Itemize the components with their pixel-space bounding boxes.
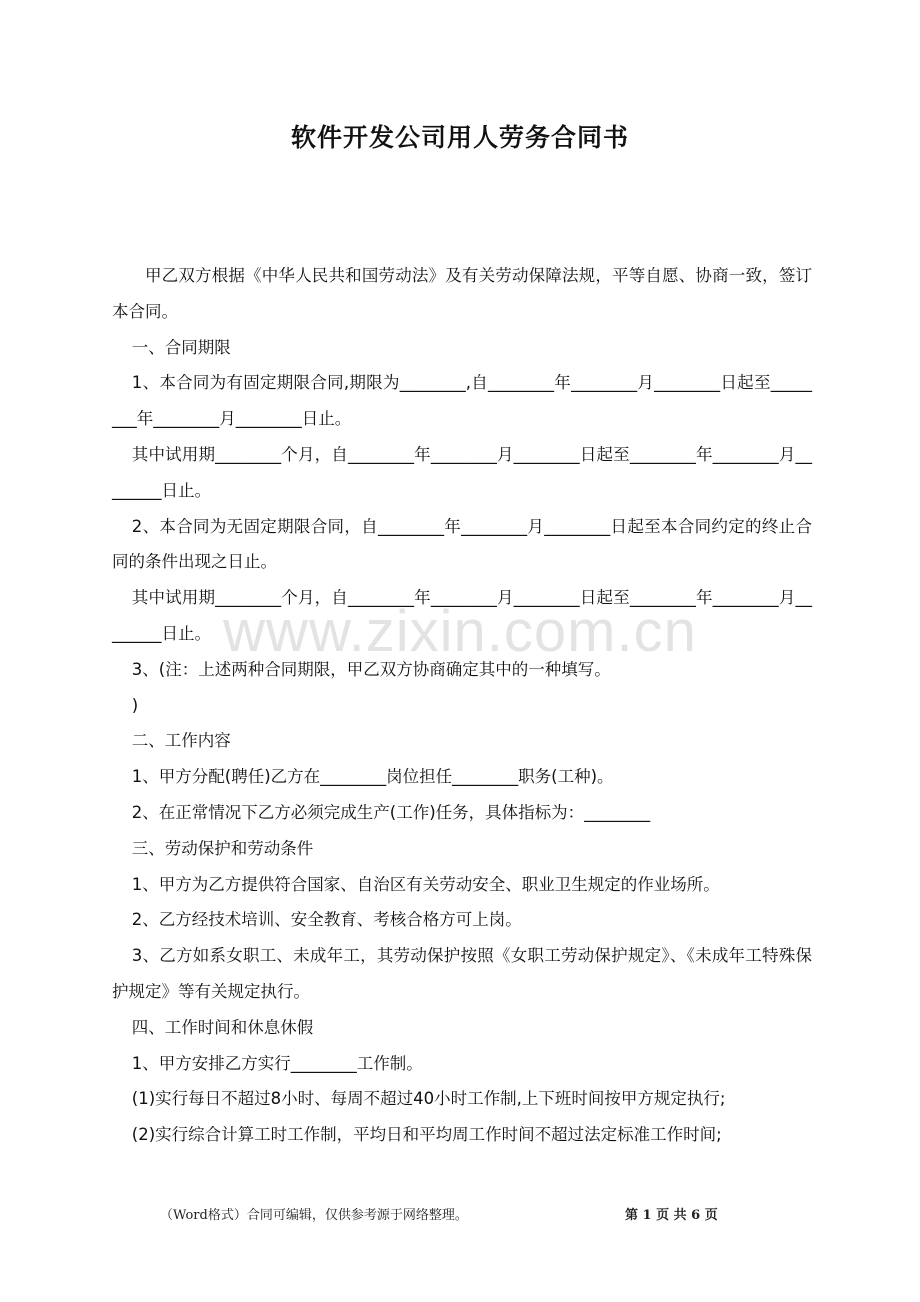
watermark-text: www.zixin.com.cn	[223, 599, 697, 664]
paragraph-probation-fixed: 其中试用期________个月，自________年________月________日起至________年________月________日止。	[112, 444, 813, 500]
paragraph-work-targets: 2、在正常情况下乙方必须完成生产(工作)任务，具体指标为：________	[131, 802, 651, 822]
section-heading-labor-protection: 三、劳动保护和劳动条件	[131, 838, 314, 858]
page-footer	[0, 1204, 920, 1226]
paragraph-open-term: 2、本合同为无固定期限合同，自________年________月________日起至本合同约定的终止合同的条件出现之日止。	[112, 516, 812, 572]
section-heading-work-content: 二、工作内容	[131, 731, 231, 751]
paragraph-probation-open: 其中试用期________个月，自________年________月________日起至________年________月________日止。	[112, 588, 813, 643]
paragraph-fixed-term: 1、本合同为有固定期限合同,期限为________,自________年________月________日起至________年________月________日止。	[112, 373, 812, 429]
paragraph-training: 2、乙方经技术培训、安全教育、考核合格方可上岗。	[131, 910, 522, 930]
paragraph-job-assignment: 1、甲方分配(聘任)乙方在________岗位担任________职务(工种)。	[131, 767, 614, 787]
paragraph-term-note: 3、(注：上述两种合同期限，甲乙双方协商确定其中的一种填写。	[131, 659, 611, 679]
paragraph-workplace-safety: 1、甲方为乙方提供符合国家、自治区有关劳动安全、职业卫生规定的作业场所。	[131, 874, 720, 894]
paragraph-special-protection: 3、乙方如系女职工、未成年工，其劳动保护按照《女职工劳动保护规定》、《未成年工特殊保护规定》等有关规定执行。	[112, 946, 812, 1001]
section-heading-working-hours: 四、工作时间和休息休假	[131, 1017, 314, 1037]
document-title: 软件开发公司用人劳务合同书	[290, 123, 629, 152]
page-number: 第 1 页 共 6 页	[625, 1208, 718, 1223]
footer-note: （Word格式）合同可编辑，仅供参考源于网络整理。	[160, 1208, 468, 1223]
paragraph-comprehensive-hours: (2)实行综合计算工时工作制，平均日和平均周工作时间不超过法定标准工作时间;	[131, 1125, 722, 1145]
paragraph-intro: 甲乙双方根据《中华人民共和国劳动法》及有关劳动保障法规，平等自愿、协商一致，签订本合同。	[112, 266, 812, 321]
section-heading-contract-term: 一、合同期限	[131, 337, 231, 357]
document-body	[112, 258, 812, 1153]
paragraph-work-system: 1、甲方安排乙方实行________工作制。	[131, 1053, 423, 1073]
paragraph-standard-hours: (1)实行每日不超过8小时、每周不超过40小时工作制,上下班时间按甲方规定执行;	[131, 1089, 726, 1109]
paragraph-term-note-close: )	[131, 695, 139, 715]
